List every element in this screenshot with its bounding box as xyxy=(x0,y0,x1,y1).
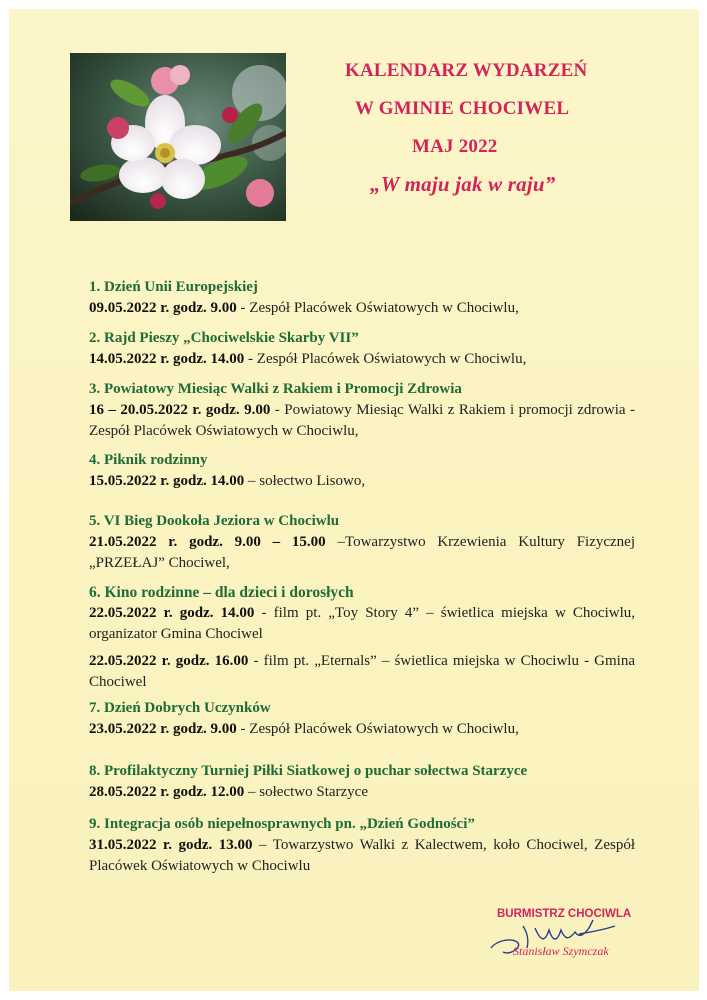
event-place: - Powiatowy Miesiąc Walki z Rakiem i promocji zdrowia - Zespół Placówek Oświatowych w Chociwlu, xyxy=(89,402,635,439)
event-title: 2. Rajd Pieszy „Chociwelskie Skarby VII” xyxy=(89,330,359,346)
event-place: – sołectwo Lisowo, xyxy=(244,473,366,489)
event-title: 5. VI Bieg Dookoła Jeziora w Chociwlu xyxy=(89,513,340,529)
event-title: 8. Profilaktyczny Turniej Piłki Siatkowej o puchar sołectwa Starzyce xyxy=(89,763,528,779)
event-place: –Towarzystwo Krzewienia Kultury Fizycznej „PRZEŁAJ” Chociwel, xyxy=(89,534,635,571)
event-date: 21.05.2022 r. godz. 9.00 – 15.00 xyxy=(89,534,326,550)
event-date: 23.05.2022 r. godz. 9.00 xyxy=(89,721,237,737)
event-item xyxy=(89,277,635,319)
event-date: 22.05.2022 r. godz. 14.00 xyxy=(89,605,255,621)
event-item xyxy=(89,761,635,803)
event-date: 14.05.2022 r. godz. 14.00 xyxy=(89,351,245,367)
event-date: 09.05.2022 r. godz. 9.00 xyxy=(89,300,237,316)
event-title: 3. Powiatowy Miesiąc Walki z Rakiem i Promocji Zdrowia xyxy=(89,381,462,397)
event-place: - Zespół Placówek Oświatowych w Chociwlu, xyxy=(244,351,527,367)
event-detail xyxy=(89,298,635,319)
event-title: 9. Integracja osób niepełnosprawnych pn. „Dzień Godności” xyxy=(89,816,475,832)
apple-blossom-photo xyxy=(70,53,286,221)
event-title: 7. Dzień Dobrych Uczynków xyxy=(89,700,271,716)
event-item xyxy=(89,328,635,370)
event-detail xyxy=(89,782,635,803)
document-page xyxy=(9,9,699,991)
event-detail xyxy=(89,400,635,442)
municipality-title: W GMINIE CHOCIWEL xyxy=(355,98,570,119)
event-date: 31.05.2022 r. godz. 13.00 xyxy=(89,837,253,853)
event-detail xyxy=(89,719,635,740)
event-detail xyxy=(89,651,635,693)
motto: „W maju jak w raju” xyxy=(370,172,556,196)
event-item xyxy=(89,450,635,492)
event-detail xyxy=(89,532,635,574)
event-place: - Zespół Placówek Oświatowych w Chociwlu, xyxy=(236,721,519,737)
event-date: 28.05.2022 r. godz. 12.00 xyxy=(89,784,245,800)
event-title: 4. Piknik rodzinny xyxy=(89,452,208,468)
event-item xyxy=(89,814,635,877)
event-place: – Towarzystwo Walki z Kalectwem, koło Chociwel, Zespół Placówek Oświatowych w Chociwlu xyxy=(89,837,635,874)
event-place: - film pt. „Toy Story 4” – świetlica miejska w Chociwlu, organizator Gmina Chociwel xyxy=(89,605,635,642)
event-place: - Zespół Placówek Oświatowych w Chociwlu, xyxy=(236,300,519,316)
calendar-title: KALENDARZ WYDARZEŃ xyxy=(345,60,588,81)
event-detail xyxy=(89,471,635,492)
event-date: 16 – 20.05.2022 r. godz. 9.00 xyxy=(89,402,271,418)
event-title: 6. Kino rodzinne – dla dzieci i dorosłych xyxy=(89,584,354,601)
mayor-signature-stamp xyxy=(483,904,643,964)
event-item xyxy=(89,511,635,574)
signature-title: BURMISTRZ CHOCIWLA xyxy=(497,908,632,920)
event-date: 22.05.2022 r. godz. 16.00 xyxy=(89,653,249,669)
event-place: - film pt. „Eternals” – świetlica miejska w Chociwlu - Gmina Chociwel xyxy=(89,653,636,690)
event-detail xyxy=(89,603,635,645)
event-place: – sołectwo Starzyce xyxy=(244,784,368,800)
event-date: 15.05.2022 r. godz. 14.00 xyxy=(89,473,245,489)
event-detail xyxy=(89,835,635,877)
month-title: MAJ 2022 xyxy=(412,136,498,157)
event-title: 1. Dzień Unii Europejskiej xyxy=(89,279,258,295)
event-item xyxy=(89,582,635,693)
event-detail xyxy=(89,349,635,370)
event-item xyxy=(89,698,635,740)
event-item xyxy=(89,379,635,442)
signature-name: Stanisław Szymczak xyxy=(513,944,609,958)
